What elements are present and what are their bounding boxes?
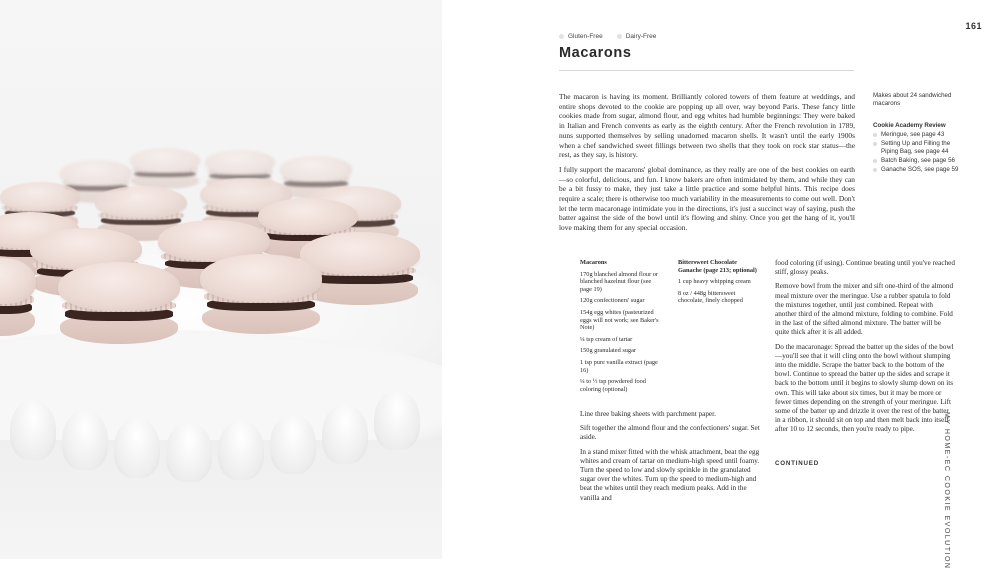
recipe-page (442, 0, 1000, 569)
macaron (200, 254, 322, 336)
academy-item (873, 140, 969, 156)
ingredient-item: 170g blanched almond flour or blanched hazelnut flour (see page 19) (580, 270, 658, 293)
ingredient-item: 150g granulated sugar (580, 347, 636, 355)
tag-dot-icon (559, 34, 564, 39)
stand-scallop (270, 414, 316, 474)
method-step: In a stand mixer fitted with the whisk attachment, beat the egg whites and cream of tartar on medium-high speed until foamy. Turn the speed to low and slowly sprinkle in the granulated sugar over the whites. Turn up the speed to medium-high and beat the whites until they reach medium peaks. Add in the vanilla and (580, 447, 760, 502)
intro-text (559, 92, 855, 238)
ingredients-heading: Bittersweet Chocolate Ganache (page 213; optional) (678, 259, 757, 274)
diet-tags (559, 33, 656, 40)
ingredient-item: ¼ tsp cream of tartar (580, 335, 633, 343)
academy-heading: Cookie Academy Review (873, 122, 946, 129)
ingredient-item: 154g egg whites (pasteurized eggs will not work; see Baker's Note) (580, 308, 659, 332)
diet-tag (617, 33, 657, 40)
method-step: food coloring (if using). Continue beating until you've reached stiff, glossy peaks. (775, 259, 955, 277)
diet-tag-label: Dairy-Free (625, 33, 657, 40)
bullet-icon (873, 142, 877, 146)
method-step: Line three baking sheets with parchment paper. (580, 410, 716, 418)
bullet-icon (873, 159, 877, 163)
title-divider (559, 70, 854, 71)
ingredients-ganache (678, 259, 758, 309)
ingredient-item: 1 cup heavy whipping cream (678, 278, 751, 286)
ingredient-item: 120g confectioners' sugar (580, 297, 645, 305)
stand-scallop (322, 404, 368, 464)
academy-list (873, 131, 969, 174)
page-title: Macarons (559, 45, 632, 61)
academy-item (873, 166, 969, 174)
academy-item (873, 131, 969, 139)
macaron (58, 262, 180, 346)
academy-item-label: Batch Baking, see page 56 (881, 157, 955, 164)
intro-paragraph: The macaron is having its moment. Brilliantly colored towers of them feature at weddings, and entire shops devoted to the cookie are popping up all over, way beyond Paris. These fancy little cookies made from sugar, almond flour, and egg whites had humble beginnings: They were baked in Italian and French convents as early as the eighth century. After the French revolution in 1789, nuns supported themselves by selling unadorned macaron shells. It wasn't until the early 1900s when a chef sandwiched sweet fillings between two shells that they took on rock star status—the rest, as they say, is history. (559, 92, 855, 160)
ingredients-heading: Macarons (580, 259, 607, 266)
stand-scallop (10, 400, 56, 460)
academy-item (873, 157, 969, 165)
page-number: 161 (965, 21, 982, 31)
ingredient-item: 1 tsp pure vanilla extract (page 16) (580, 358, 658, 374)
continued-label: CONTINUED (775, 460, 819, 467)
stand-scallop (218, 420, 264, 480)
ingredient-item: 8 oz / 448g bittersweet chocolate, finely chopped (678, 289, 743, 305)
ingredients-macarons (580, 259, 660, 397)
running-head: MY HOME-EC COOKIE EVOLUTION (943, 412, 950, 569)
academy-item-label: Meringue, see page 43 (881, 131, 945, 138)
ingredient-item: ¼ to ½ tsp powdered food coloring (optional) (580, 378, 646, 393)
stand-scallop (114, 418, 160, 478)
method-step: Remove bowl from the mixer and sift one-third of the almond meal mixture over the meringue. Use a rubber spatula to fold the mixtures together, until just combined. Repeat with another third of the almond mixture, folding to combine. Fold in the last of the sifted almond mixture. The batter will be quite thick after it is all added. (775, 282, 954, 337)
macaron (0, 258, 36, 338)
stand-scallop (374, 390, 420, 450)
bullet-icon (873, 168, 877, 172)
yield-note: Makes about 24 sandwiched macarons (873, 92, 952, 107)
bullet-icon (873, 133, 877, 137)
diet-tag-label: Gluten-Free (568, 33, 603, 40)
sidebar-notes (873, 92, 969, 175)
academy-item-label: Setting Up and Filling the Piping Bag, see page 44 (881, 140, 951, 155)
macaron (130, 148, 200, 190)
stand-scallop (62, 410, 108, 470)
method-step: Sift together the almond flour and the confectioners' sugar. Set aside. (580, 424, 760, 442)
method-step: Do the macaronage: Spread the batter up the sides of the bowl—you'll see that it will cling onto the bowl without slumping into the middle. Scrape the batter back to the bottom of the bowl. Continue to spread the batter up the sides and scrape it back to the bottom until it begins to slowly slump down on its own. This will take about six times, but it may be more or fewer times depending on the strength of your meringue. Lift some of the batter up and drizzle it over the rest of the batter in a ribbon, it should sit on top and then melt back into itself after 10 to 12 seconds, then you're ready to pipe. (775, 342, 954, 434)
intro-paragraph: I fully support the macarons' global dominance, as they really are one of the best cookies on earth—so colorful, delicious, and fun. I know bakers are often intimidated by them, and while they can be a bit fussy to make, they just take a little practice and some helpful hints. This recipe does require a scale; there is otherwise too much variability in the measurements to come out well. Don't let the term macaronage intimidate you in the directions, it's just a succinct way of saying, push the batter against the side of the bowl until it's flowing and shiny. Once you get the hang of it, you'll love making them for any special occasion. (559, 164, 855, 233)
diet-tag (559, 33, 603, 40)
stand-scallop (166, 422, 212, 482)
method-column-2 (775, 259, 955, 440)
method-column-1 (580, 410, 760, 508)
academy-item-label: Ganache SOS, see page 59 (881, 166, 959, 173)
tag-dot-icon (617, 34, 622, 39)
macaron-photo (0, 0, 442, 559)
